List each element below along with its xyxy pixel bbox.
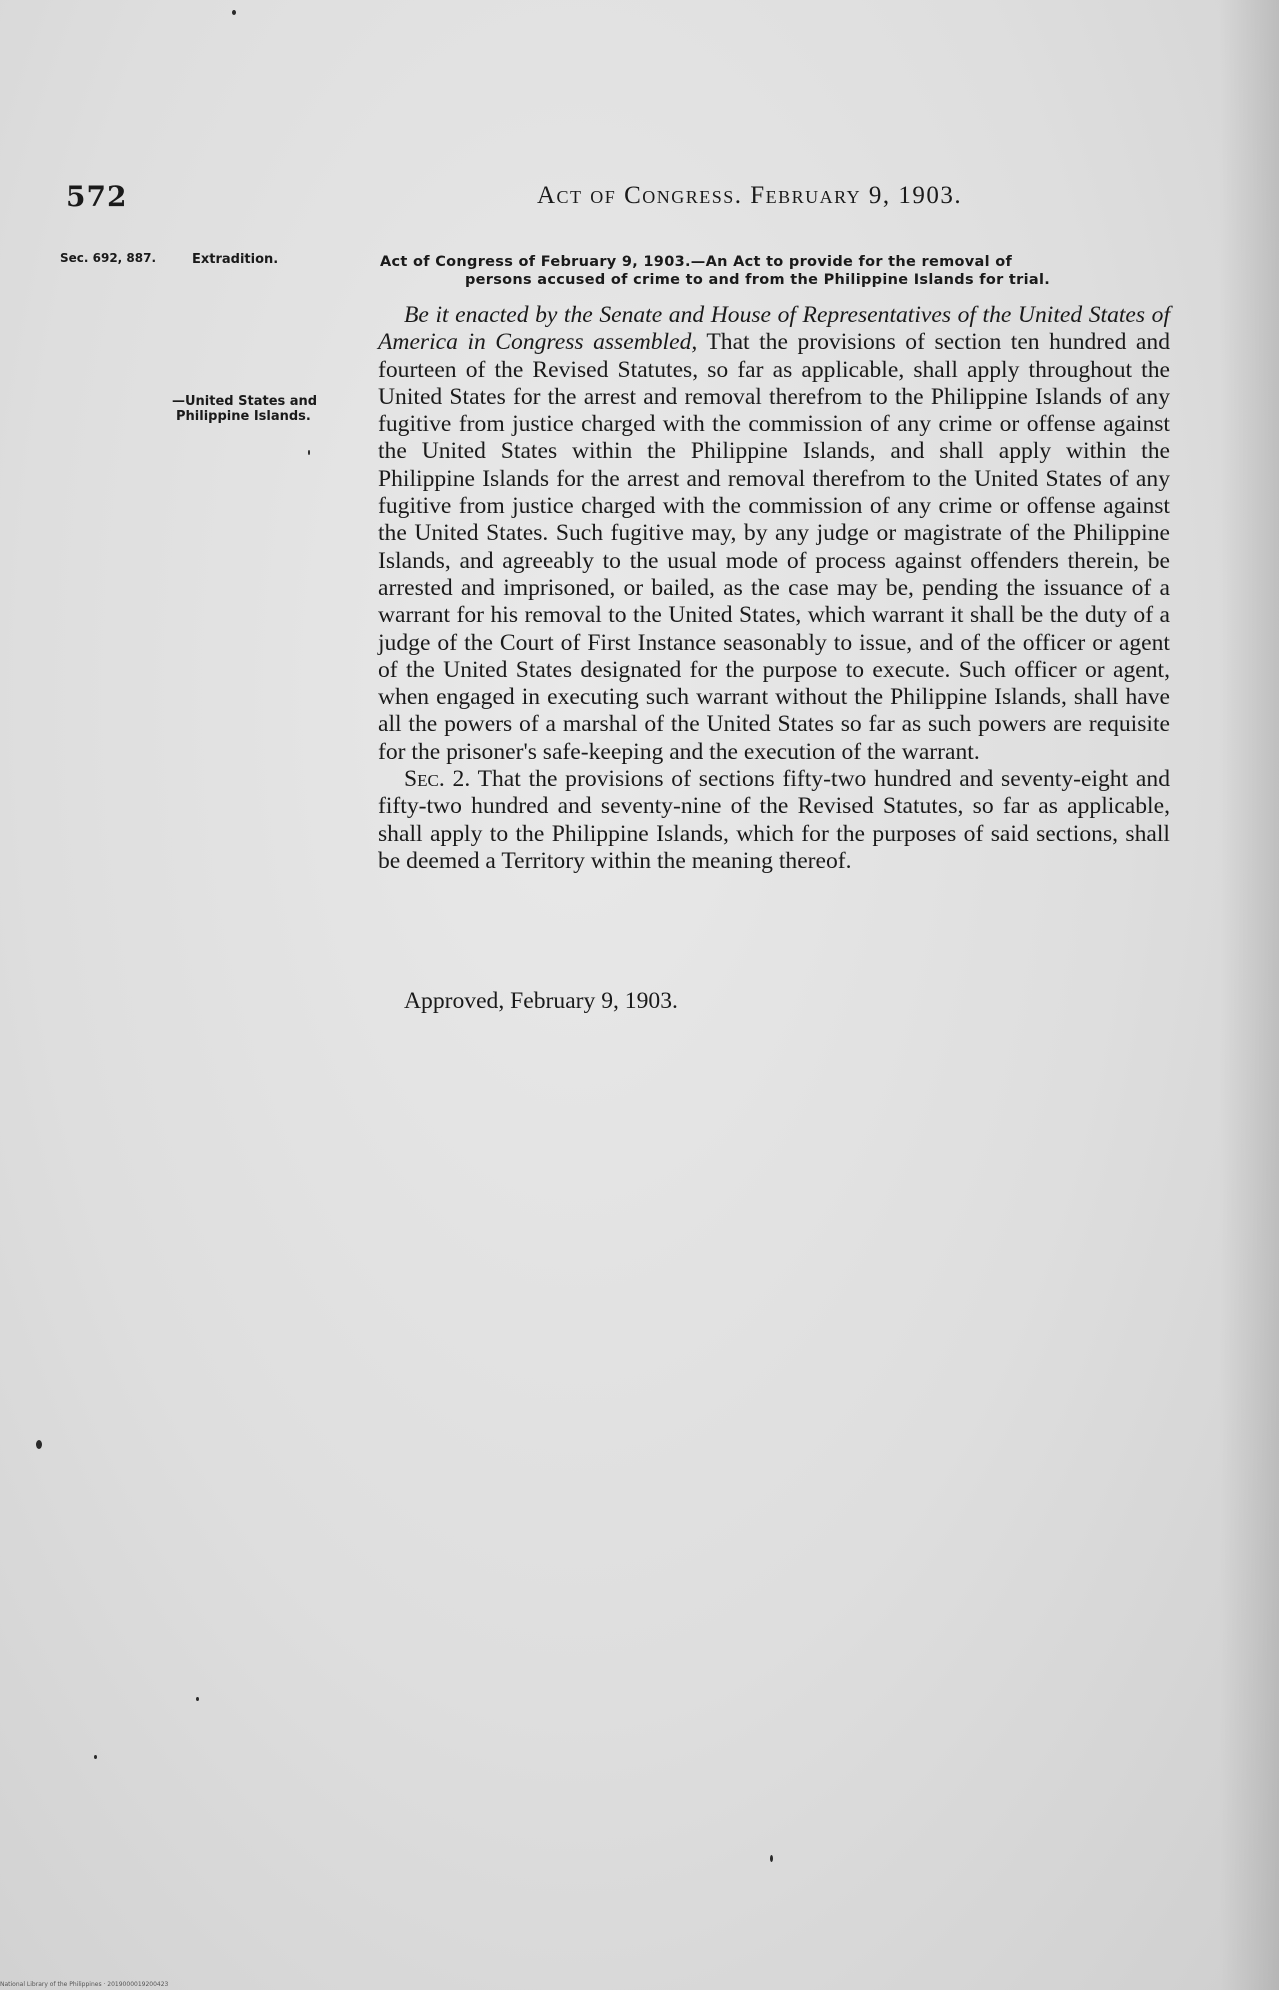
margin-subtopic: [172, 394, 412, 424]
margin-topic: Extradition.: [192, 252, 279, 267]
page-number: 572: [66, 180, 128, 213]
section-2-text: That the provisions of sections fifty-two hundred and seventy-eight and fifty-two hundred and seventy-nine of the Revised Statutes, so far as applicable, shall apply to the Philippine Islands, which for the purposes of said sections, shall be deemed a Territory within the meaning thereof.: [378, 766, 1170, 874]
paper-speck: [232, 10, 236, 15]
paper-speck: [770, 1855, 773, 1862]
margin-subtopic-line1: —United States and: [172, 394, 318, 409]
running-head: Act of Congress. February 9, 1903.: [537, 182, 963, 209]
act-heading-line2: persons accused of crime to and from the Philippine Islands for trial.: [464, 272, 1051, 288]
act-heading-line1: Act of Congress of February 9, 1903.—An Act to provide for the removal of: [380, 254, 1013, 270]
paper-speck: [196, 1697, 199, 1701]
act-body: [378, 302, 1170, 875]
scan-credit: National Library of the Philippines · 2019000019200423: [0, 1981, 169, 1988]
paper-speck: [36, 1440, 42, 1449]
paper-speck: [94, 1755, 97, 1759]
act-heading: [380, 253, 1175, 289]
margin-reference: Sec. 692, 887.: [60, 251, 157, 265]
paper-speck: [308, 450, 310, 455]
approval-line: Approved, February 9, 1903.: [404, 988, 678, 1014]
page-edge-shadow: [1219, 0, 1279, 1990]
section-2-label: Sec. 2.: [404, 766, 471, 793]
section-2-paragraph: [378, 766, 1170, 875]
margin-subtopic-line2: Philippine Islands.: [176, 409, 311, 424]
enacting-clause: Be it enacted by the Senate and House of Representatives of the United States of America in Congress assembled,: [378, 302, 1170, 356]
section-1-text: That the provisions of section ten hundred and fourteen of the Revised Statutes, so far as applicable, shall apply throughout the United States for the arrest and removal therefrom to the Philippine Islands of any fugitive from justice charged with the commission of any crime or offense against the United States within the Philippine Islands, and shall apply within the Philippine Islands for the arrest and removal therefrom to the United States of any fugitive from justice charged with the commission of any crime or offense against the United States. Such fugitive may, by any judge or magistrate of the Philippine Islands, and agreeably to the usual mode of process against offenders therein, be arrested and imprisoned, or bailed, as the case may be, pending the issuance of a warrant for his removal to the United States, which warrant it shall be the duty of a judge of the Court of First Instance seasonably to issue, and of the officer or agent of the United States designated for the purpose to execute. Such officer or agent, when engaged in executing such warrant without the Philippine Islands, shall have all the powers of a marshal of the United States so far as such powers are requisite for the prisoner's safe-keeping and the execution of the warrant.: [378, 329, 1171, 765]
section-1-paragraph: [378, 302, 1170, 766]
